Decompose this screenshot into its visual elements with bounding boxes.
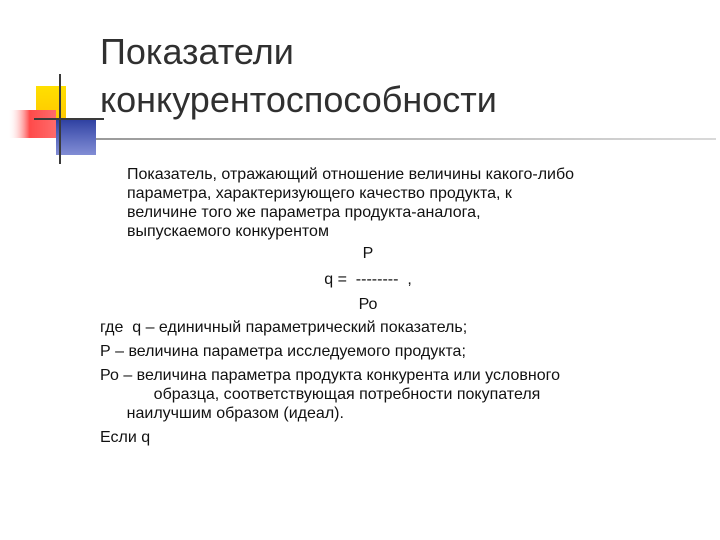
formula-numerator: Р xyxy=(362,245,374,262)
definition-p: Р – величина параметра исследуемого продукта; xyxy=(100,343,466,360)
title-line-1: Показатели xyxy=(100,31,294,72)
blue-square xyxy=(56,119,96,155)
definition-paragraph: Показатель, отражающий отношение величины какого-либо параметра, характеризующего качество продукта, к величине того же параметра продукта-аналога, выпускаемого конкурентом xyxy=(127,166,575,240)
definition-po-line1: Ро – величина параметра продукта конкурента или условного xyxy=(100,367,561,384)
formula-line: q = -------- , xyxy=(324,271,412,288)
definition-po-cont-text: образца, соответствующая потребности покупателя наилучшим образом (идеал). xyxy=(126,386,541,422)
title-line-2: конкурентоспособности xyxy=(100,79,497,120)
title-underline xyxy=(96,138,716,140)
definition-q: где q – единичный параметрический показатель; xyxy=(100,319,468,336)
red-bar xyxy=(8,110,56,138)
definition-po xyxy=(100,366,560,423)
slide-title xyxy=(100,28,497,124)
if-q-line: Если q xyxy=(100,429,151,446)
horizontal-line xyxy=(34,118,104,120)
formula-denominator: Ро xyxy=(358,296,378,313)
definition-po-continuation xyxy=(100,386,540,422)
